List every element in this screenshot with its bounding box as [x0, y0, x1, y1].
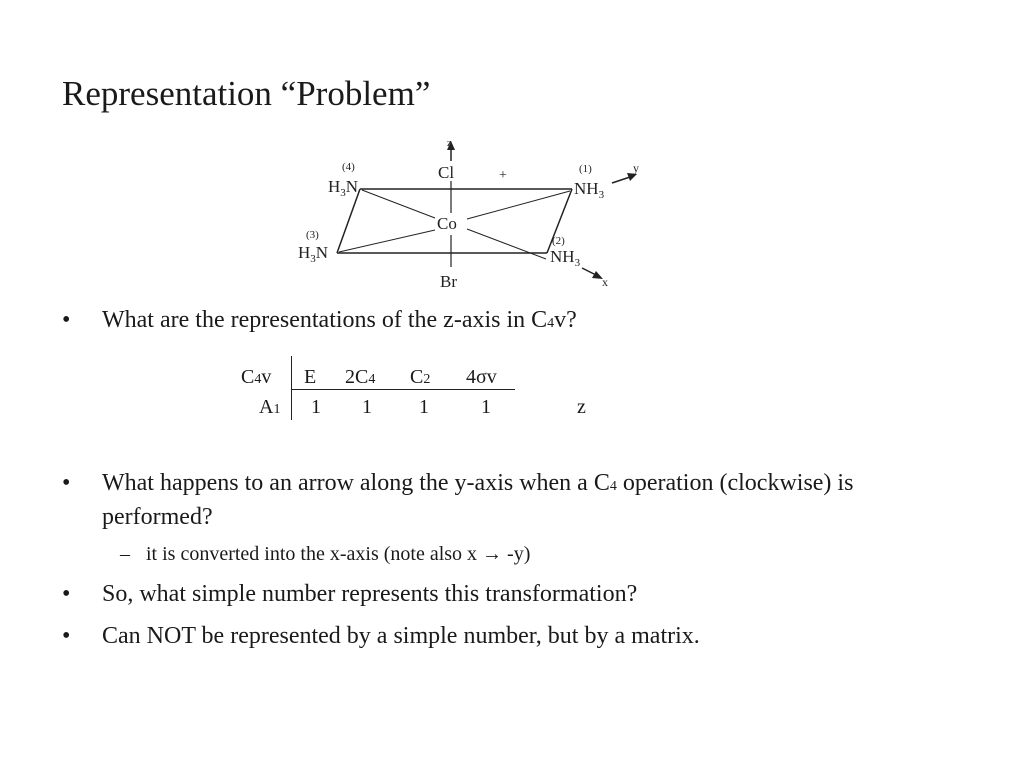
- row-value-c2: 1: [419, 396, 429, 418]
- table-vertical-line: [291, 356, 292, 420]
- z-axis-label: z: [447, 137, 452, 149]
- row-value-4sv: 1: [481, 396, 491, 418]
- table-group-label: C4v: [241, 366, 272, 388]
- diag-1-3b: [339, 230, 435, 252]
- diag-1-3: [467, 191, 570, 219]
- y-axis-line: [612, 177, 630, 183]
- cl-label: Cl: [438, 163, 455, 182]
- header-e: E: [304, 366, 317, 388]
- bullet-dot: •: [62, 470, 71, 496]
- x-axis-line: [582, 268, 596, 275]
- plus-sign: +: [499, 168, 507, 183]
- slide-title: Representation “Problem”: [62, 74, 431, 113]
- sub-bullet-dash: –: [120, 543, 130, 565]
- bullet-1-text: What are the representations of the z-axis in C4v?: [102, 307, 577, 333]
- bullet-2-line2: performed?: [102, 504, 213, 530]
- diag-4-2: [362, 190, 435, 218]
- ligand-4-number: (4): [342, 161, 355, 173]
- molecule-diagram: [290, 135, 650, 295]
- bullet-dot: •: [62, 581, 71, 607]
- diag-4-2b: [467, 229, 546, 259]
- co-label: Co: [437, 214, 457, 233]
- row-value-e: 1: [311, 396, 321, 418]
- ligand-4-label: $H_3N$: [328, 177, 359, 199]
- bullet-dot: •: [62, 307, 71, 333]
- table-header-underline: [292, 389, 515, 390]
- ligand-2-number: (2): [552, 235, 565, 247]
- ligand-1-number: (1): [579, 163, 592, 175]
- ligand-1-label: $NH_3$: [574, 179, 605, 201]
- ligand-3-label: $H_3N$: [298, 243, 329, 265]
- bullet-3-text: So, what simple number represents this transformation?: [102, 581, 638, 607]
- br-label: Br: [440, 272, 457, 291]
- header-4sv: 4σv: [466, 366, 497, 388]
- header-2c4: 2C4: [345, 366, 376, 388]
- header-c2: C2: [410, 366, 431, 388]
- row-basis: z: [577, 396, 586, 418]
- sub-bullet-text: it is converted into the x-axis (note also x → -y): [146, 543, 531, 565]
- ligand-2-label: $NH_3$: [550, 247, 581, 269]
- x-axis-label: x: [602, 275, 608, 289]
- bullet-2-line1: What happens to an arrow along the y-axis when a C4 operation (clockwise) is: [102, 470, 854, 496]
- row-value-2c4: 1: [362, 396, 372, 418]
- row-label-a1: A1: [259, 396, 281, 418]
- bullet-dot: •: [62, 623, 71, 649]
- y-axis-label: y: [633, 161, 639, 175]
- ligand-3-number: (3): [306, 229, 319, 241]
- bullet-4-text: Can NOT be represented by a simple number, but by a matrix.: [102, 623, 700, 649]
